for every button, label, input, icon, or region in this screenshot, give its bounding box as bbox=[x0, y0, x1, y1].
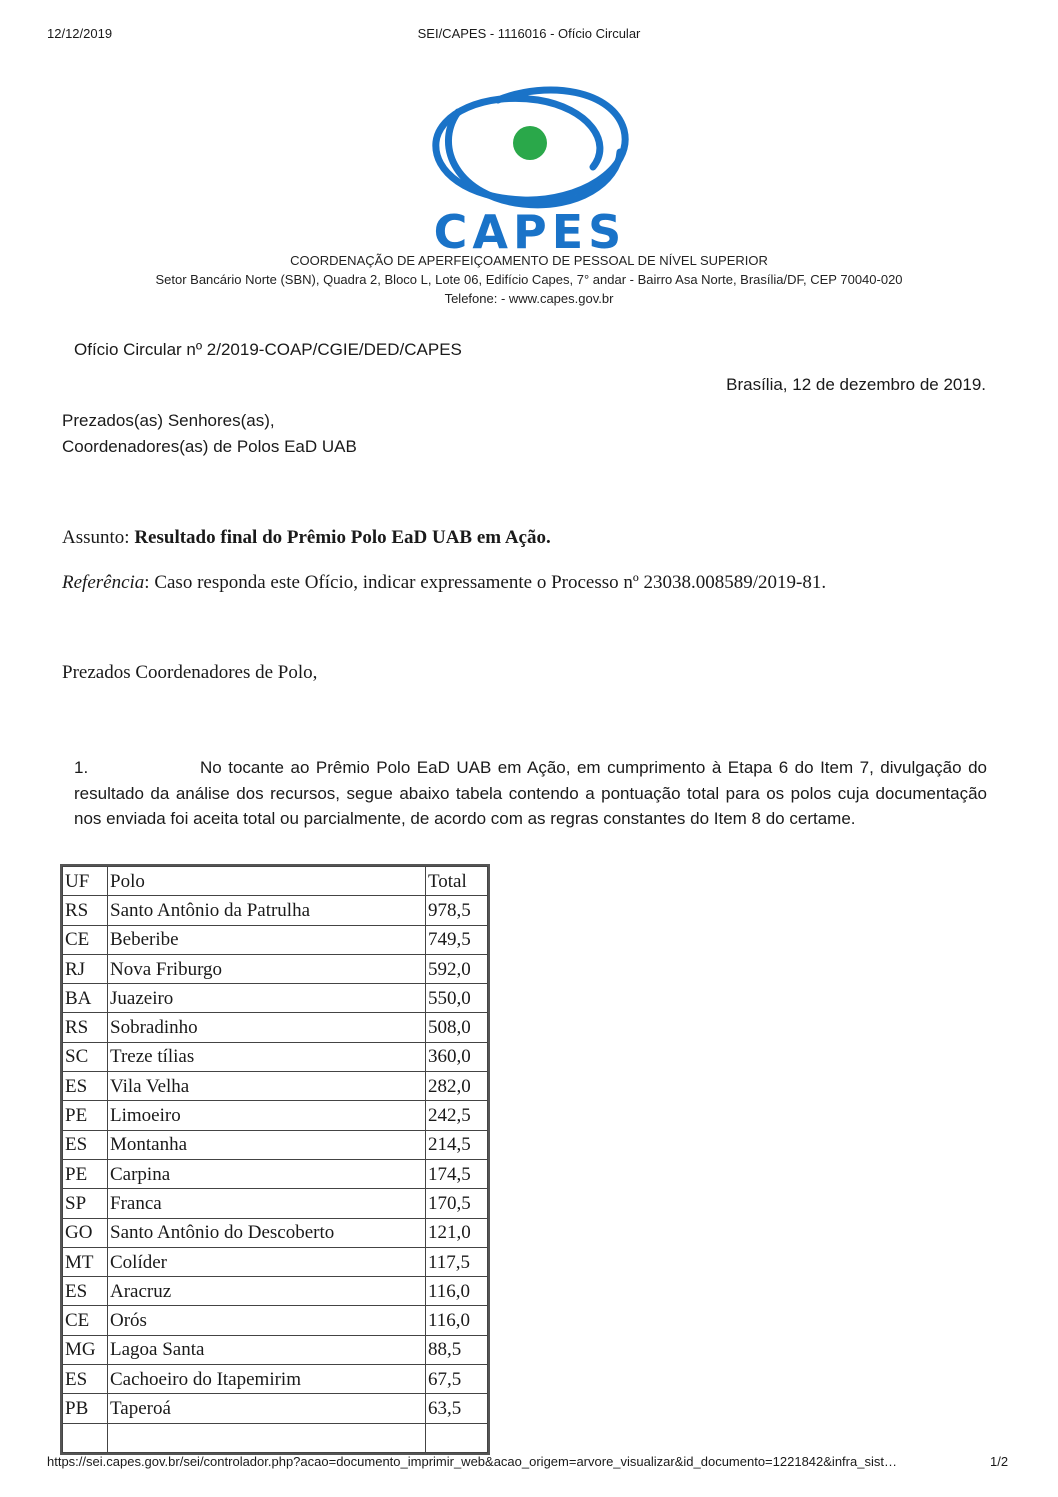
table-cell-polo: Beberibe bbox=[108, 925, 426, 954]
table-cell-uf: ES bbox=[63, 1130, 108, 1159]
table-cell-polo: Santo Antônio da Patrulha bbox=[108, 896, 426, 925]
table-cell-total: 116,0 bbox=[426, 1306, 488, 1335]
table-header-cell: Polo bbox=[108, 867, 426, 896]
org-name: COORDENAÇÃO DE APERFEIÇOAMENTO DE PESSOAL DE NÍVEL SUPERIOR bbox=[290, 253, 768, 268]
table-cell-polo: Nova Friburgo bbox=[108, 954, 426, 983]
table-cell-total: 121,0 bbox=[426, 1218, 488, 1247]
document-number: Ofício Circular nº 2/2019-COAP/CGIE/DED/CAPES bbox=[74, 340, 462, 359]
table-cell-total: 978,5 bbox=[426, 896, 488, 925]
table-cell-total: 242,5 bbox=[426, 1101, 488, 1130]
table-row bbox=[63, 1365, 488, 1394]
subject-label: Assunto: bbox=[62, 527, 135, 548]
table-cell-uf: CE bbox=[63, 925, 108, 954]
table-cell-uf: GO bbox=[63, 1218, 108, 1247]
table-cell-total: 67,5 bbox=[426, 1365, 488, 1394]
table-cell-uf: PB bbox=[63, 1394, 108, 1423]
table-cell-polo: Treze tílias bbox=[108, 1042, 426, 1071]
table-cell-uf: PE bbox=[63, 1101, 108, 1130]
table-row bbox=[63, 1218, 488, 1247]
svg-text:CAPES: CAPES bbox=[433, 205, 627, 254]
table-cell-polo: Lagoa Santa bbox=[108, 1335, 426, 1364]
table-cell-polo: Taperoá bbox=[108, 1394, 426, 1423]
table-row bbox=[63, 1335, 488, 1364]
table-row bbox=[63, 1189, 488, 1218]
table-row bbox=[63, 896, 488, 925]
table-cell-uf: MG bbox=[63, 1335, 108, 1364]
table-cell-uf bbox=[63, 1423, 108, 1452]
table-row bbox=[63, 954, 488, 983]
table-cell-uf: MT bbox=[63, 1247, 108, 1276]
table-cell-total: 170,5 bbox=[426, 1189, 488, 1218]
reference bbox=[62, 572, 826, 594]
paragraph-number: 1. bbox=[74, 758, 89, 777]
table-row bbox=[63, 1394, 488, 1423]
table-cell-total: 63,5 bbox=[426, 1394, 488, 1423]
subject bbox=[62, 527, 551, 549]
print-footer bbox=[0, 1454, 1058, 1472]
table-cell-uf: RS bbox=[63, 896, 108, 925]
table-cell-polo: Aracruz bbox=[108, 1277, 426, 1306]
capes-logo bbox=[428, 72, 633, 252]
table-row bbox=[63, 1277, 488, 1306]
paragraph-text: No tocante ao Prêmio Polo EaD UAB em Ação, em cumprimento à Etapa 6 do Item 7, divulgação do resultado da análise dos recursos, segue abaixo tabela contendo a pontuação total para os polos cuja documentação nos enviada foi aceita total ou parcialmente, de acordo com as regras constantes do Item 8 do certame. bbox=[74, 758, 987, 828]
place-date: Brasília, 12 de dezembro de 2019. bbox=[726, 375, 986, 394]
print-url: https://sei.capes.gov.br/sei/controlador.php?acao=documento_imprimir_web&acao_origem=arvore_visualizar&id_documento=1221842&infra_sist… bbox=[47, 1454, 897, 1469]
table-cell-uf: ES bbox=[63, 1277, 108, 1306]
table-cell-uf: SP bbox=[63, 1189, 108, 1218]
table-cell-polo: Orós bbox=[108, 1306, 426, 1335]
table-header-row bbox=[63, 867, 488, 896]
table-cell-total: 174,5 bbox=[426, 1159, 488, 1188]
results-table bbox=[62, 866, 488, 1453]
table-cell-uf: SC bbox=[63, 1042, 108, 1071]
table-cell-polo: Colíder bbox=[108, 1247, 426, 1276]
table-header-cell: Total bbox=[426, 867, 488, 896]
table-row bbox=[63, 1306, 488, 1335]
table-cell-polo: Vila Velha bbox=[108, 1072, 426, 1101]
reference-text: : Caso responda este Ofício, indicar expressamente o Processo nº 23038.008589/2019-81. bbox=[144, 572, 827, 593]
table-cell-polo bbox=[108, 1423, 426, 1452]
table-row bbox=[63, 1159, 488, 1188]
table-cell-uf: BA bbox=[63, 984, 108, 1013]
print-title: SEI/CAPES - 1116016 - Ofício Circular bbox=[417, 26, 641, 41]
table-cell-total: 749,5 bbox=[426, 925, 488, 954]
table-cell-polo: Sobradinho bbox=[108, 1013, 426, 1042]
table-row bbox=[63, 1072, 488, 1101]
table-cell-uf: ES bbox=[63, 1365, 108, 1394]
subject-text: Resultado final do Prêmio Polo EaD UAB em Ação. bbox=[134, 527, 551, 548]
table-cell-uf: RJ bbox=[63, 954, 108, 983]
table-header-cell: UF bbox=[63, 867, 108, 896]
table-cell-total: 282,0 bbox=[426, 1072, 488, 1101]
table-row bbox=[63, 1042, 488, 1071]
page-number: 1/2 bbox=[990, 1454, 1009, 1469]
table-cell-polo: Juazeiro bbox=[108, 984, 426, 1013]
table-cell-total: 116,0 bbox=[426, 1277, 488, 1306]
salutation-line-1: Prezados(as) Senhores(as), bbox=[62, 411, 275, 430]
table-cell-uf: RS bbox=[63, 1013, 108, 1042]
table-cell-total: 550,0 bbox=[426, 984, 488, 1013]
print-date: 12/12/2019 bbox=[47, 26, 113, 41]
table-cell-total bbox=[426, 1423, 488, 1452]
table-row bbox=[63, 1247, 488, 1276]
org-phone: Telefone: - www.capes.gov.br bbox=[444, 291, 614, 306]
paragraph-1 bbox=[74, 755, 987, 832]
table-cell-uf: PE bbox=[63, 1159, 108, 1188]
table-row bbox=[63, 1013, 488, 1042]
table-cell-total: 214,5 bbox=[426, 1130, 488, 1159]
table-cell-uf: ES bbox=[63, 1072, 108, 1101]
table-cell-total: 88,5 bbox=[426, 1335, 488, 1364]
table-cell-total: 360,0 bbox=[426, 1042, 488, 1071]
table-row bbox=[63, 1101, 488, 1130]
table-row bbox=[63, 1130, 488, 1159]
table-cell-total: 592,0 bbox=[426, 954, 488, 983]
table-cell-total: 117,5 bbox=[426, 1247, 488, 1276]
table-cell-uf: CE bbox=[63, 1306, 108, 1335]
capes-wordmark bbox=[428, 204, 633, 254]
table-row bbox=[63, 984, 488, 1013]
table-cell-polo: Santo Antônio do Descoberto bbox=[108, 1218, 426, 1247]
table-cell-total: 508,0 bbox=[426, 1013, 488, 1042]
salutation-line-2: Coordenadores(as) de Polos EaD UAB bbox=[62, 437, 357, 456]
table-cell-polo: Cachoeiro do Itapemirim bbox=[108, 1365, 426, 1394]
table-cell-polo: Franca bbox=[108, 1189, 426, 1218]
reference-label: Referência bbox=[62, 572, 145, 593]
table-cell-polo: Carpina bbox=[108, 1159, 426, 1188]
table-row bbox=[63, 925, 488, 954]
table-cell-polo: Montanha bbox=[108, 1130, 426, 1159]
table-row bbox=[63, 1423, 488, 1452]
table-cell-polo: Limoeiro bbox=[108, 1101, 426, 1130]
greeting: Prezados Coordenadores de Polo, bbox=[62, 662, 318, 683]
org-address: Setor Bancário Norte (SBN), Quadra 2, Bloco L, Lote 06, Edifício Capes, 7° andar - Bairro Asa Norte, Brasília/DF, CEP 70040-020 bbox=[155, 272, 903, 287]
print-header bbox=[0, 26, 1058, 44]
